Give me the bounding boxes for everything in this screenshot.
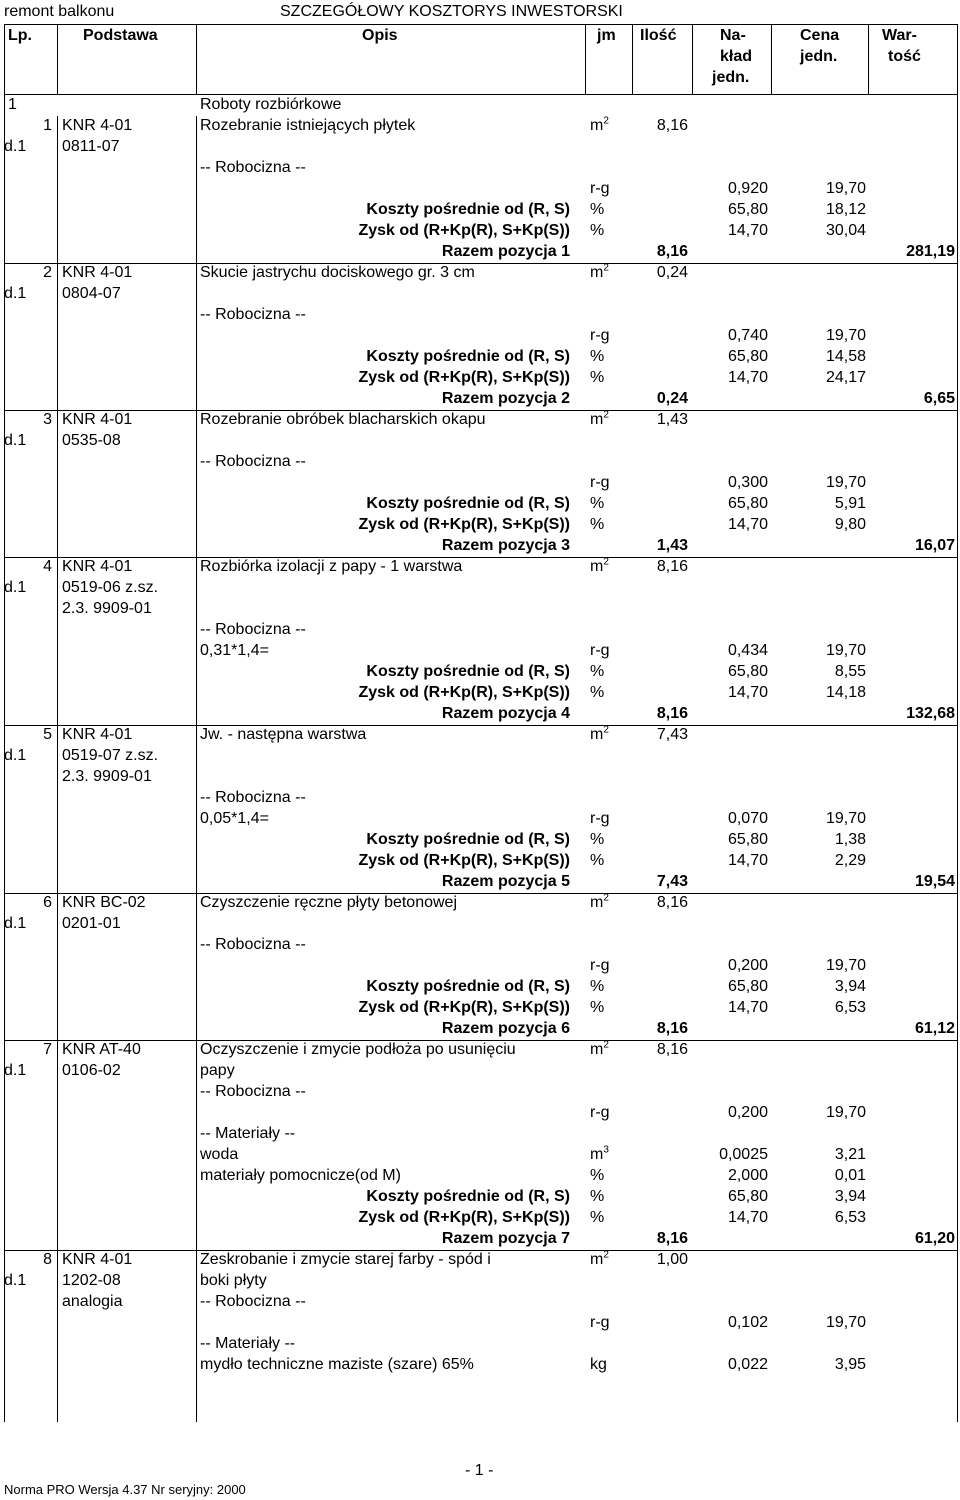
unit-exponent: 2 (603, 262, 609, 274)
labor-unit: r-g (590, 327, 610, 344)
position-total-number: 1 (561, 243, 570, 260)
item-podstawa: 0106-02 (62, 1062, 121, 1079)
profit-label: Zysk od (R+Kp(R), S+Kp(S)) (358, 684, 570, 701)
robocizna-label: -- Robocizna -- (200, 453, 306, 470)
position-total-quantity: 8,16 (656, 1020, 688, 1037)
unit-base: m (590, 1251, 604, 1268)
item-number: 2 (43, 264, 52, 281)
material-unit (590, 1355, 607, 1375)
item-sub: d.1 (4, 432, 27, 449)
robocizna-label: -- Robocizna -- (200, 1293, 306, 1310)
percent-unit: % (590, 369, 605, 386)
indirect-costs-value: 1,38 (834, 831, 866, 848)
item-podstawa: 1202-08 (62, 1272, 121, 1289)
table-rule (868, 24, 869, 94)
item-description: Jw. - następna warstwa (200, 726, 367, 743)
item-podstawa: analogia (62, 1293, 123, 1310)
percent-unit: % (590, 684, 605, 701)
percent-unit: % (590, 978, 605, 995)
material-name: materiały pomocnicze(od M) (200, 1167, 401, 1184)
table-rule (196, 24, 197, 94)
item-number: 6 (43, 894, 52, 911)
item-podstawa: 0201-01 (62, 915, 121, 932)
unit-exponent: 2 (603, 1039, 609, 1051)
indirect-costs-label: Koszty pośrednie od (R, S) (366, 978, 570, 995)
labor-price: 19,70 (825, 642, 866, 659)
position-total-text: Razem pozycja (441, 390, 557, 407)
unit-base: m (590, 894, 604, 911)
table-rule (957, 24, 958, 94)
unit-base: m (590, 411, 604, 428)
item-quantity: 1,43 (656, 411, 688, 428)
item-podstawa: 2.3. 9909-01 (62, 600, 152, 617)
indirect-costs-label: Koszty pośrednie od (R, S) (366, 495, 570, 512)
indirect-costs-label: Koszty pośrednie od (R, S) (366, 1188, 570, 1205)
profit-label: Zysk od (R+Kp(R), S+Kp(S)) (358, 852, 570, 869)
item-unit (590, 893, 609, 913)
position-value: 61,12 (914, 1020, 955, 1037)
col-header-cena: jedn. (800, 48, 838, 65)
item-formula: 0,05*1,4= (200, 810, 269, 827)
col-header-naklad: kład (720, 48, 753, 65)
labor-price: 19,70 (825, 1314, 866, 1331)
position-total-text: Razem pozycja (441, 537, 557, 554)
indirect-costs-value: 8,55 (834, 663, 866, 680)
document-title: SZCZEGÓŁOWY KOSZTORYS INWESTORSKI (280, 3, 623, 20)
indirect-costs-label: Koszty pośrednie od (R, S) (366, 348, 570, 365)
item-unit (590, 410, 609, 430)
indirect-costs-rate: 65,80 (727, 348, 768, 365)
profit-label: Zysk od (R+Kp(R), S+Kp(S)) (358, 369, 570, 386)
item-quantity: 7,43 (656, 726, 688, 743)
labor-unit: r-g (590, 957, 610, 974)
position-total-text: Razem pozycja (441, 1230, 557, 1247)
item-unit (590, 1040, 609, 1060)
percent-unit: % (590, 1188, 605, 1205)
labor-unit: r-g (590, 474, 610, 491)
item-quantity: 0,24 (656, 264, 688, 281)
robocizna-label: -- Robocizna -- (200, 159, 306, 176)
labor-price: 19,70 (825, 327, 866, 344)
labor-naklad: 0,300 (727, 474, 768, 491)
material-price: 3,21 (834, 1146, 866, 1163)
profit-rate: 14,70 (727, 222, 768, 239)
item-podstawa: KNR 4-01 (62, 1251, 133, 1268)
material-naklad: 0,022 (727, 1356, 768, 1373)
item-podstawa: 0519-06 z.sz. (62, 579, 159, 596)
item-description: Rozebranie istniejących płytek (200, 117, 416, 134)
item-podstawa: KNR 4-01 (62, 411, 133, 428)
item-unit (590, 263, 609, 283)
profit-value: 6,53 (834, 999, 866, 1016)
item-unit (590, 557, 609, 577)
indirect-costs-value: 3,94 (834, 978, 866, 995)
unit-exponent: 2 (603, 892, 609, 904)
item-description: papy (200, 1062, 235, 1079)
position-value: 61,20 (914, 1230, 955, 1247)
percent-unit: % (590, 516, 605, 533)
position-total-number: 4 (561, 705, 570, 722)
labor-unit: r-g (590, 642, 610, 659)
table-rule (4, 24, 5, 94)
unit-base: m (590, 264, 604, 281)
profit-value: 2,29 (834, 852, 866, 869)
labor-price: 19,70 (825, 474, 866, 491)
robocizna-label: -- Robocizna -- (200, 1083, 306, 1100)
table-rule (957, 94, 958, 1422)
item-description: Oczyszczenie i zmycie podłoża po usunięciu (200, 1041, 516, 1058)
item-description: Rozebranie obróbek blacharskich okapu (200, 411, 486, 428)
labor-naklad: 0,102 (727, 1314, 768, 1331)
labor-price: 19,70 (825, 810, 866, 827)
position-total-quantity: 8,16 (656, 1230, 688, 1247)
material-name: woda (200, 1146, 239, 1163)
table-rule (57, 24, 58, 94)
indirect-costs-value: 5,91 (834, 495, 866, 512)
item-quantity: 8,16 (656, 558, 688, 575)
materials-label: -- Materiały -- (200, 1335, 296, 1352)
item-podstawa: 0811-07 (62, 138, 120, 155)
percent-unit: % (590, 222, 605, 239)
labor-price: 19,70 (825, 180, 866, 197)
unit-base: m (590, 1041, 604, 1058)
profit-rate: 14,70 (727, 369, 768, 386)
profit-value: 14,18 (825, 684, 866, 701)
page-number: - 1 - (465, 1462, 494, 1479)
table-rule (632, 24, 633, 94)
item-quantity: 1,00 (656, 1251, 688, 1268)
table-rule (4, 263, 957, 264)
unit-exponent: 2 (603, 1249, 609, 1261)
item-podstawa: 0535-08 (62, 432, 121, 449)
col-header-jm: jm (597, 27, 616, 44)
position-total-number: 3 (561, 537, 570, 554)
robocizna-label: -- Robocizna -- (200, 936, 306, 953)
indirect-costs-value: 18,12 (825, 201, 866, 218)
col-header-wartosc: War- (882, 27, 917, 44)
indirect-costs-value: 14,58 (825, 348, 866, 365)
unit-exponent: 2 (603, 409, 609, 421)
profit-value: 6,53 (834, 1209, 866, 1226)
item-description: Skucie jastrychu dociskowego gr. 3 cm (200, 264, 475, 281)
item-podstawa: 0804-07 (62, 285, 121, 302)
profit-label: Zysk od (R+Kp(R), S+Kp(S)) (358, 999, 570, 1016)
item-unit (590, 1250, 609, 1270)
position-total-quantity: 8,16 (656, 705, 688, 722)
profit-value: 9,80 (834, 516, 866, 533)
col-header-podstawa: Podstawa (83, 27, 158, 44)
item-podstawa: KNR 4-01 (62, 726, 133, 743)
labor-naklad: 0,070 (727, 810, 768, 827)
position-total-quantity: 0,24 (656, 390, 688, 407)
page-header (0, 0, 960, 24)
table-rule (4, 94, 957, 95)
table-rule (771, 24, 772, 94)
item-quantity: 8,16 (656, 1041, 688, 1058)
item-quantity: 8,16 (656, 117, 688, 134)
section-number: 1 (8, 96, 17, 113)
indirect-costs-rate: 65,80 (727, 201, 768, 218)
material-unit (590, 1166, 604, 1186)
unit-base: % (590, 1167, 605, 1184)
item-podstawa: KNR 4-01 (62, 117, 133, 134)
position-value: 19,54 (914, 873, 955, 890)
table-rule (4, 893, 957, 894)
profit-label: Zysk od (R+Kp(R), S+Kp(S)) (358, 222, 570, 239)
profit-rate: 14,70 (727, 516, 768, 533)
labor-unit: r-g (590, 1104, 610, 1121)
unit-exponent: 2 (603, 115, 609, 127)
table-rule (4, 725, 957, 726)
profit-value: 24,17 (825, 369, 866, 386)
position-total-label (442, 1019, 570, 1039)
indirect-costs-label: Koszty pośrednie od (R, S) (366, 831, 570, 848)
material-name: mydło techniczne maziste (szare) 65% (200, 1356, 474, 1373)
labor-naklad: 0,200 (727, 957, 768, 974)
indirect-costs-rate: 65,80 (727, 978, 768, 995)
percent-unit: % (590, 1209, 605, 1226)
profit-rate: 14,70 (727, 1209, 768, 1226)
indirect-costs-rate: 65,80 (727, 831, 768, 848)
item-number: 3 (43, 411, 52, 428)
position-value: 16,07 (914, 537, 955, 554)
unit-base: m (590, 558, 604, 575)
robocizna-label: -- Robocizna -- (200, 789, 306, 806)
item-description: Czyszczenie ręczne płyty betonowej (200, 894, 458, 911)
robocizna-label: -- Robocizna -- (200, 621, 306, 638)
labor-naklad: 0,200 (727, 1104, 768, 1121)
item-number: 8 (43, 1251, 52, 1268)
robocizna-label: -- Robocizna -- (200, 306, 306, 323)
col-header-cena: Cena (800, 27, 840, 44)
item-sub: d.1 (4, 747, 27, 764)
labor-unit: r-g (590, 810, 610, 827)
profit-value: 30,04 (825, 222, 866, 239)
position-total-label (442, 704, 570, 724)
project-name: remont balkonu (4, 3, 115, 20)
item-formula: 0,31*1,4= (200, 642, 269, 659)
position-total-number: 2 (561, 390, 570, 407)
item-podstawa: KNR 4-01 (62, 558, 133, 575)
item-podstawa: KNR 4-01 (62, 264, 133, 281)
item-description: boki płyty (200, 1272, 267, 1289)
labor-unit: r-g (590, 1314, 610, 1331)
table-rule (196, 116, 197, 1422)
table-rule (585, 24, 586, 94)
col-header-lp: Lp. (8, 27, 32, 44)
labor-unit: r-g (590, 180, 610, 197)
item-description: Zeskrobanie i zmycie starej farby - spód i (200, 1251, 491, 1268)
item-number: 1 (43, 117, 52, 134)
percent-unit: % (590, 348, 605, 365)
unit-exponent: 3 (603, 1144, 609, 1156)
indirect-costs-rate: 65,80 (727, 495, 768, 512)
item-podstawa: KNR AT-40 (62, 1041, 141, 1058)
col-header-opis: Opis (362, 27, 398, 44)
unit-base: m (590, 1146, 604, 1163)
item-unit (590, 725, 609, 745)
position-total-label (442, 242, 570, 262)
table-rule (692, 24, 693, 94)
position-value: 132,68 (906, 705, 955, 722)
percent-unit: % (590, 831, 605, 848)
item-number: 4 (43, 558, 52, 575)
col-header-ilosc: Ilość (640, 27, 677, 44)
material-price: 3,95 (834, 1356, 866, 1373)
percent-unit: % (590, 999, 605, 1016)
indirect-costs-value: 3,94 (834, 1188, 866, 1205)
item-sub: d.1 (4, 1272, 27, 1289)
item-quantity: 8,16 (656, 894, 688, 911)
percent-unit: % (590, 201, 605, 218)
position-total-text: Razem pozycja (441, 873, 557, 890)
software-footer: Norma PRO Wersja 4.37 Nr seryjny: 2000 (4, 1482, 246, 1497)
item-description: Rozbiórka izolacji z papy - 1 warstwa (200, 558, 463, 575)
labor-naklad: 0,434 (727, 642, 768, 659)
indirect-costs-label: Koszty pośrednie od (R, S) (366, 663, 570, 680)
material-price: 0,01 (834, 1167, 866, 1184)
position-total-label (442, 872, 570, 892)
indirect-costs-rate: 65,80 (727, 1188, 768, 1205)
profit-rate: 14,70 (727, 684, 768, 701)
item-number: 7 (43, 1041, 52, 1058)
profit-label: Zysk od (R+Kp(R), S+Kp(S)) (358, 1209, 570, 1226)
item-sub: d.1 (4, 915, 27, 932)
profit-rate: 14,70 (727, 852, 768, 869)
labor-price: 19,70 (825, 1104, 866, 1121)
position-total-text: Razem pozycja (441, 243, 557, 260)
position-total-label (442, 389, 570, 409)
labor-naklad: 0,920 (727, 180, 768, 197)
material-unit (590, 1145, 609, 1165)
materials-label: -- Materiały -- (200, 1125, 296, 1142)
position-total-number: 6 (561, 1020, 570, 1037)
item-podstawa: KNR BC-02 (62, 894, 146, 911)
material-naklad: 0,0025 (719, 1146, 768, 1163)
unit-base: m (590, 117, 604, 134)
position-total-label (442, 1229, 570, 1249)
labor-naklad: 0,740 (727, 327, 768, 344)
item-sub: d.1 (4, 138, 27, 155)
table-rule (4, 24, 957, 25)
labor-price: 19,70 (825, 957, 866, 974)
indirect-costs-label: Koszty pośrednie od (R, S) (366, 201, 570, 218)
position-total-number: 5 (561, 873, 570, 890)
col-header-wartosc: tość (888, 48, 921, 65)
col-header-naklad: jedn. (712, 69, 750, 86)
percent-unit: % (590, 852, 605, 869)
item-sub: d.1 (4, 1062, 27, 1079)
profit-label: Zysk od (R+Kp(R), S+Kp(S)) (358, 516, 570, 533)
table-rule (57, 116, 58, 1422)
col-header-naklad: Na- (720, 27, 746, 44)
position-total-label (442, 536, 570, 556)
position-total-text: Razem pozycja (441, 705, 557, 722)
item-number: 5 (43, 726, 52, 743)
item-podstawa: 2.3. 9909-01 (62, 768, 152, 785)
position-value: 281,19 (906, 243, 955, 260)
position-total-text: Razem pozycja (441, 1020, 557, 1037)
unit-exponent: 2 (603, 556, 609, 568)
percent-unit: % (590, 495, 605, 512)
material-naklad: 2,000 (727, 1167, 768, 1184)
item-unit (590, 116, 609, 136)
item-sub: d.1 (4, 579, 27, 596)
table-rule (4, 557, 957, 558)
item-podstawa: 0519-07 z.sz. (62, 747, 159, 764)
profit-rate: 14,70 (727, 999, 768, 1016)
position-total-number: 7 (561, 1230, 570, 1247)
section-title: Roboty rozbiórkowe (200, 96, 342, 113)
position-total-quantity: 8,16 (656, 243, 688, 260)
unit-exponent: 2 (603, 724, 609, 736)
position-total-quantity: 7,43 (656, 873, 688, 890)
percent-unit: % (590, 663, 605, 680)
position-total-quantity: 1,43 (656, 537, 688, 554)
unit-base: m (590, 726, 604, 743)
indirect-costs-rate: 65,80 (727, 663, 768, 680)
unit-base: kg (590, 1356, 607, 1373)
item-sub: d.1 (4, 285, 27, 302)
position-value: 6,65 (923, 390, 955, 407)
